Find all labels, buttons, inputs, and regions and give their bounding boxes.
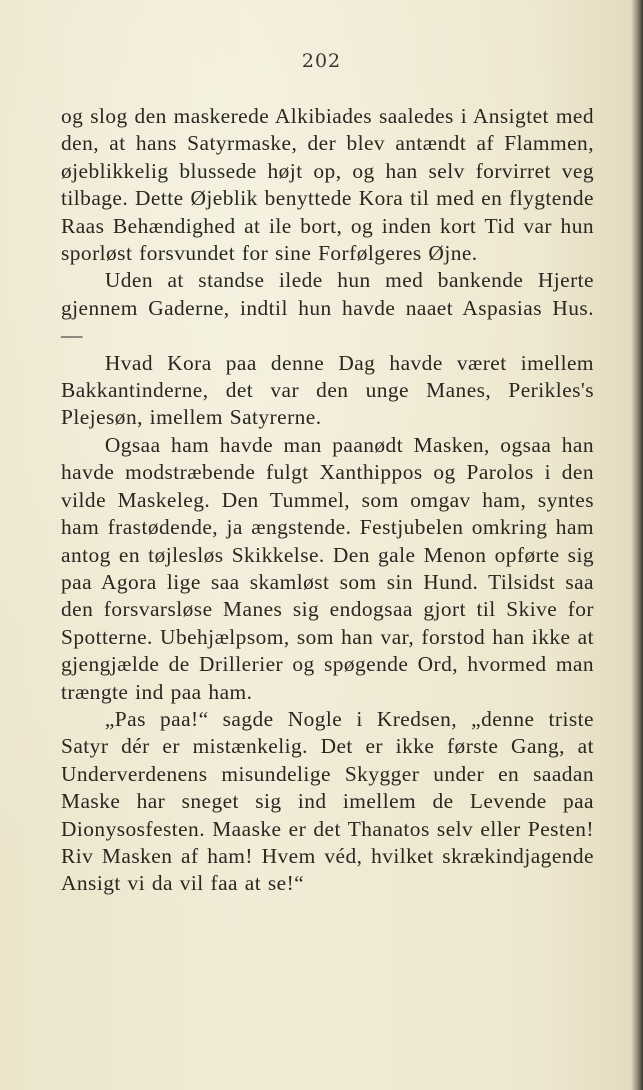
- paragraph-4: Ogsaa ham havde man paanødt Masken, ogsaa han havde modstræbende fulgt Xanthippos og Parolos i den vilde Maskeleg. Den Tummel, som omgav ham, syntes ham frastødende, ja ængstende. Festjubelen omkring ham antog en tøjlesløs Skikkelse. Den gale Menon opførte sig paa Agora lige saa skamløst som sin Hund. Tilsidst saa den forsvarsløse Manes sig endogsaa gjort til Skive for Spotterne. Ubehjælpsom, som han var, forstod han ikke at gjengjælde de Drillerier og spøgende Ord, hvormed man trængte ind paa ham.: [61, 432, 594, 704]
- page-number: 202: [301, 50, 342, 72]
- page-edge-shadow: [631, 0, 643, 1090]
- paragraph-5: „Pas paa!“ sagde Nogle i Kredsen, „denne triste Satyr dér er mistænkelig. Det er ikke første Gang, at Underverdenens misundelige Skygger under en saadan Maske har sneget sig ind imellem de Levende paa Dionysosfesten. Maaske er det Thanatos selv eller Pesten! Riv Masken af ham! Hvem véd, hvilket skrækindjagende Ansigt vi da vil faa at se!“: [61, 706, 594, 896]
- paragraph-1: og slog den maskerede Alkibiades saaledes i Ansigtet med den, at hans Satyrmaske, der blev antændt af Flammen, øjeblikkelig blussede højt op, og han selv forvirret veg tilbage. Dette Øjeblik benyttede Kora til med en flygtende Raas Behændighed at ile bort, og inden kort Tid var hun sporløst forsvundet for sine Forfølgeres Øjne.: [61, 104, 594, 266]
- body-text: [61, 103, 594, 898]
- paragraph-2: Uden at standse ilede hun med bankende Hjerte gjennem Gaderne, indtil hun havde naaet Aspasias Hus. —: [61, 268, 594, 348]
- paragraph-3: Hvad Kora paa denne Dag havde været imellem Bakkantinderne, det var den unge Manes, Perikles's Plejesøn, imellem Satyrerne.: [61, 350, 594, 430]
